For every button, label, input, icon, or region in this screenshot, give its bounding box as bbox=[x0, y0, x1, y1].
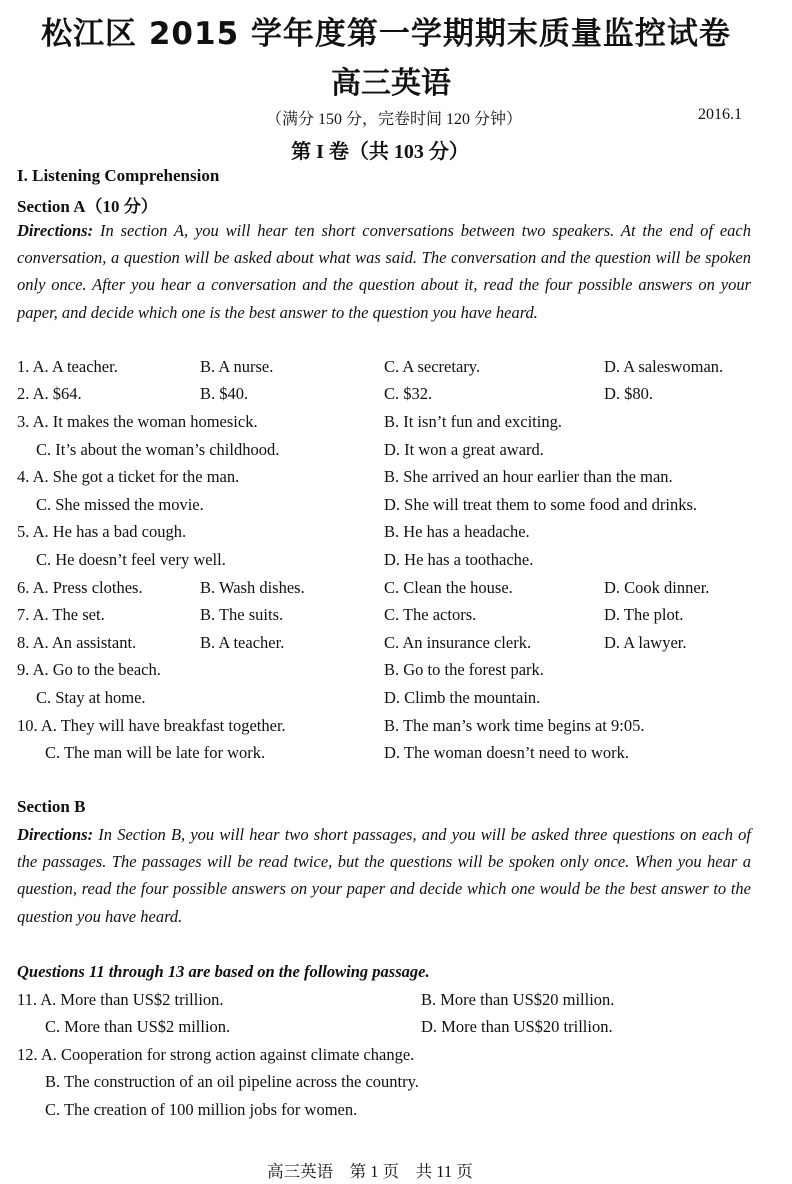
q4-option-c: C. She missed the movie. bbox=[36, 495, 204, 514]
q3-option-d: D. It won a great award. bbox=[384, 440, 544, 459]
q5-option-b: B. He has a headache. bbox=[384, 522, 530, 541]
q2-option-b: B. $40. bbox=[200, 384, 249, 403]
q5-option-a: 5. A. He has a bad cough. bbox=[17, 522, 187, 541]
q6-option-c: C. Clean the house. bbox=[384, 578, 513, 597]
q1-option-d: D. A saleswoman. bbox=[604, 357, 724, 376]
q12-option-b: B. The construction of an oil pipeline across the country. bbox=[45, 1072, 419, 1091]
q8-option-c: C. An insurance clerk. bbox=[384, 633, 532, 652]
q4-option-a: 4. A. She got a ticket for the man. bbox=[17, 467, 240, 486]
passage-heading: Questions 11 through 13 are based on the following passage. bbox=[17, 962, 430, 981]
q11-option-d: D. More than US$20 trillion. bbox=[421, 1017, 613, 1036]
q7-option-d: D. The plot. bbox=[604, 605, 684, 624]
section-a-heading: Section A（10 分） bbox=[17, 197, 158, 216]
q9-option-d: D. Climb the mountain. bbox=[384, 688, 541, 707]
q3-option-a: 3. A. It makes the woman homesick. bbox=[17, 412, 258, 431]
q8-option-a: 8. A. An assistant. bbox=[17, 633, 137, 652]
q2-option-d: D. $80. bbox=[604, 384, 654, 403]
q7-option-c: C. The actors. bbox=[384, 605, 477, 624]
directions-label: Directions: bbox=[17, 825, 94, 844]
q1-option-b: B. A nurse. bbox=[200, 357, 274, 376]
q9-option-b: B. Go to the forest park. bbox=[384, 660, 544, 679]
q1-option-a: 1. A. A teacher. bbox=[17, 357, 118, 376]
page-footer: 高三英语 第 1 页 共 11 页 bbox=[267, 1162, 473, 1181]
q5-option-c: C. He doesn’t feel very well. bbox=[36, 550, 226, 569]
q10-option-a: 10. A. They will have breakfast together. bbox=[17, 716, 286, 735]
q6-option-b: B. Wash dishes. bbox=[200, 578, 305, 597]
q1-option-c: C. A secretary. bbox=[384, 357, 481, 376]
q10-option-c: C. The man will be late for work. bbox=[45, 743, 266, 762]
q12-option-a: 12. A. Cooperation for strong action against climate change. bbox=[17, 1045, 415, 1064]
section-a-directions bbox=[17, 217, 751, 326]
directions-label: Directions: bbox=[17, 221, 94, 240]
q10-option-d: D. The woman doesn’t need to work. bbox=[384, 743, 630, 762]
q10-option-b: B. The man’s work time begins at 9:05. bbox=[384, 716, 645, 735]
q3-option-b: B. It isn’t fun and exciting. bbox=[384, 412, 562, 431]
section-b-heading: Section B bbox=[17, 797, 86, 816]
q11-option-b: B. More than US$20 million. bbox=[421, 990, 615, 1009]
q8-option-d: D. A lawyer. bbox=[604, 633, 687, 652]
q6-option-a: 6. A. Press clothes. bbox=[17, 578, 143, 597]
q6-option-d: D. Cook dinner. bbox=[604, 578, 710, 597]
directions-text: In Section B, you will hear two short passages, and you will be asked three questions on each of the passages. The passages will be read twice, but the questions will be spoken only once. When you hear a question, read the four possible answers on your paper and decide which one would be the best answer to the question you have heard. bbox=[17, 825, 751, 926]
exam-title: 松江区 2015 学年度第一学期期末质量监控试卷 bbox=[41, 16, 731, 52]
q2-option-a: 2. A. $64. bbox=[17, 384, 82, 403]
q3-option-c: C. It’s about the woman’s childhood. bbox=[36, 440, 280, 459]
exam-subtitle: 高三英语 bbox=[331, 66, 451, 101]
q4-option-b: B. She arrived an hour earlier than the man. bbox=[384, 467, 673, 486]
section-b-directions bbox=[17, 821, 751, 930]
q7-option-b: B. The suits. bbox=[200, 605, 284, 624]
q5-option-d: D. He has a toothache. bbox=[384, 550, 534, 569]
exam-date: 2016.1 bbox=[698, 106, 742, 123]
listening-heading: I. Listening Comprehension bbox=[17, 166, 220, 185]
q4-option-d: D. She will treat them to some food and drinks. bbox=[384, 495, 697, 514]
q11-option-c: C. More than US$2 million. bbox=[45, 1017, 231, 1036]
q8-option-b: B. A teacher. bbox=[200, 633, 285, 652]
q11-option-a: 11. A. More than US$2 trillion. bbox=[17, 990, 224, 1009]
q9-option-c: C. Stay at home. bbox=[36, 688, 146, 707]
q7-option-a: 7. A. The set. bbox=[17, 605, 105, 624]
q9-option-a: 9. A. Go to the beach. bbox=[17, 660, 161, 679]
part-heading: 第 I 卷（共 103 分） bbox=[291, 141, 469, 163]
directions-text: In section A, you will hear ten short conversations between two speakers. At the end of each conversation, a question will be asked about what was said. The conversation and the question will be spoken only once. After you hear a conversation and the question about it, read the four possible answers on your paper, and decide which one is the best answer to the question you have heard. bbox=[17, 221, 751, 322]
q12-option-c: C. The creation of 100 million jobs for women. bbox=[45, 1100, 358, 1119]
q2-option-c: C. $32. bbox=[384, 384, 433, 403]
exam-meta: （满分 150 分，完卷时间 120 分钟） bbox=[266, 111, 523, 128]
